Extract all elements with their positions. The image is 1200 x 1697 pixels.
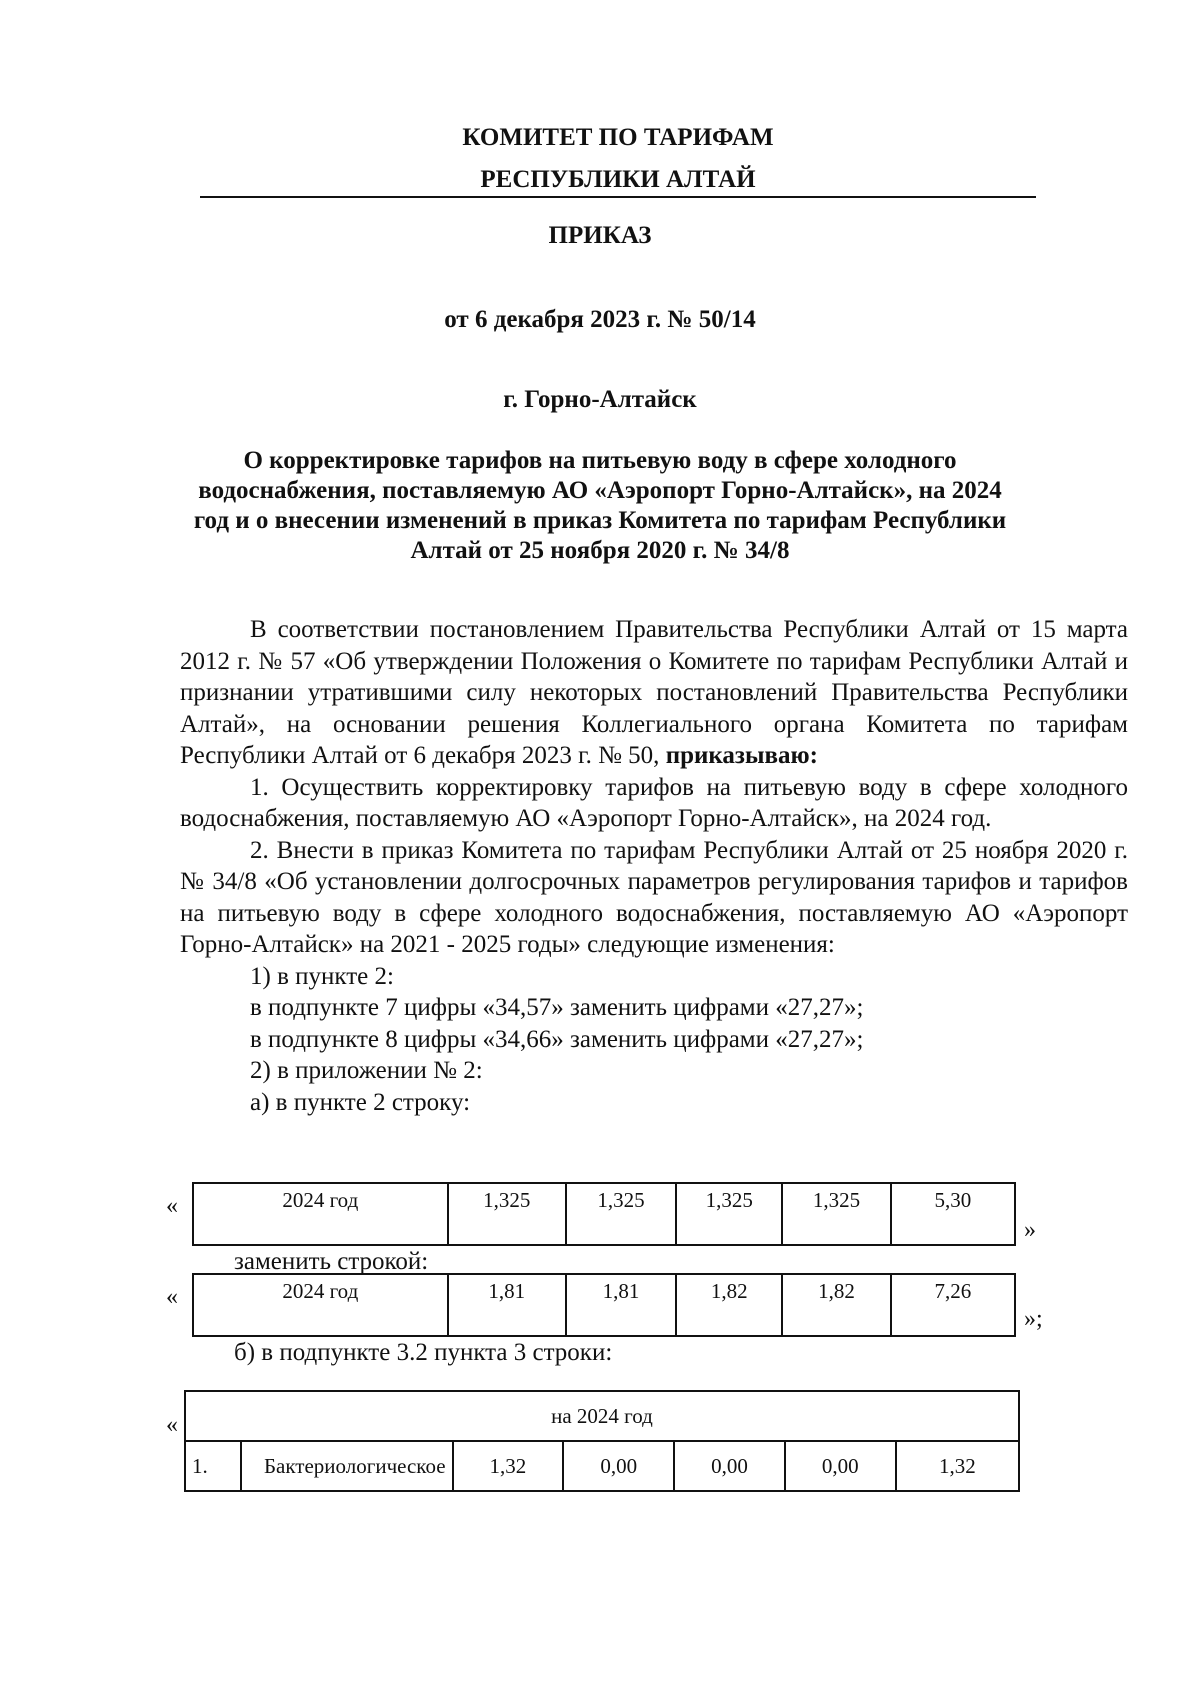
org-name-line1: КОМИТЕТ ПО ТАРИФАМ — [462, 124, 774, 151]
sub-item-1a: в подпункте 7 цифры «34,57» заменить цифрами «27,27»; — [250, 994, 864, 1021]
doc-type: ПРИКАЗ — [548, 222, 652, 249]
doc-date-number: от 6 декабря 2023 г. № 50/14 — [444, 306, 756, 333]
value-cell: 0,00 — [785, 1441, 896, 1491]
doc-title-line2: водоснабжения, поставляемую АО «Аэропорт Горно-Алтайск», на 2024 — [198, 477, 1002, 504]
intro-order-word: приказываю: — [665, 742, 818, 769]
value-cell: 1,32 — [896, 1441, 1019, 1491]
body-text — [180, 614, 1128, 1118]
sub-item-2b: б) в подпункте 3.2 пункта 3 строки: — [234, 1339, 613, 1366]
new-row-table — [192, 1273, 1016, 1337]
value-cell: 1,82 — [676, 1274, 782, 1336]
table-header: на 2024 год — [185, 1391, 1019, 1441]
sub-item-2: 2) в приложении № 2: — [250, 1057, 483, 1084]
close-quote-old: » — [1024, 1217, 1036, 1243]
table-3-2 — [184, 1390, 1020, 1492]
value-cell: 1,325 — [782, 1183, 890, 1245]
doc-title-line3: год и о внесении изменений в приказ Комитета по тарифам Республики — [193, 507, 1007, 534]
row-label: Бактериологическое — [241, 1441, 452, 1491]
doc-title-line1: О корректировке тарифов на питьевую воду в сфере холодного — [243, 447, 957, 474]
header-divider — [200, 196, 1036, 198]
value-cell: 0,00 — [674, 1441, 785, 1491]
intro-paragraph — [180, 614, 1128, 772]
open-quote-old: « — [166, 1193, 178, 1219]
row-number: 1. — [185, 1441, 241, 1491]
doc-title — [150, 446, 1050, 566]
row-label: 2024 год — [193, 1274, 448, 1336]
value-cell: 1,325 — [448, 1183, 566, 1245]
value-cell: 5,30 — [891, 1183, 1015, 1245]
close-quote-new: »; — [1024, 1306, 1043, 1332]
value-cell: 1,325 — [676, 1183, 782, 1245]
open-quote-new: « — [166, 1284, 178, 1310]
value-cell: 1,32 — [453, 1441, 564, 1491]
old-row-table — [192, 1182, 1016, 1246]
value-cell: 0,00 — [563, 1441, 674, 1491]
value-cell: 7,26 — [891, 1274, 1015, 1336]
value-cell: 1,325 — [566, 1183, 676, 1245]
doc-city: г. Горно-Алтайск — [503, 386, 697, 413]
value-cell: 1,81 — [448, 1274, 566, 1336]
table-row — [185, 1441, 1019, 1491]
replace-with-text: заменить строкой: — [234, 1248, 429, 1275]
doc-title-line4: Алтай от 25 ноября 2020 г. № 34/8 — [410, 537, 790, 564]
sub-item-1b: в подпункте 8 цифры «34,66» заменить цифрами «27,27»; — [250, 1025, 864, 1053]
open-quote-32: « — [166, 1412, 178, 1438]
sub-item-1: 1) в пункте 2: — [250, 962, 394, 990]
value-cell: 1,81 — [566, 1274, 676, 1336]
item-1: 1. Осуществить корректировку тарифов на питьевую воду в сфере холодного водоснабжения, поставляемую АО «Аэропорт Горно-Алтайск», на 2024 год. — [180, 773, 1128, 832]
org-name-line2: РЕСПУБЛИКИ АЛТАЙ — [480, 166, 756, 193]
sub-item-2a: а) в пункте 2 строку: — [250, 1088, 471, 1116]
row-label: 2024 год — [193, 1183, 448, 1245]
value-cell: 1,82 — [782, 1274, 890, 1336]
table-row — [193, 1274, 1015, 1336]
intro-text: В соответствии постановлением Правительства Республики Алтай от 15 марта 2012 г. № 57 «Об утверждении Положения о Комитете по тарифам Республики Алтай и признании утратившими силу некоторых постановлений Правительства Республики Алтай», на основании решения Коллегиального органа Комитета по тарифам Республики Алтай от 6 декабря 2023 г. № 50, — [180, 616, 1128, 769]
table-row — [193, 1183, 1015, 1245]
item-2: 2. Внести в приказ Комитета по тарифам Республики Алтай от 25 ноября 2020 г. № 34/8 «Об установлении долгосрочных параметров регулирования тарифов и тарифов на питьевую воду в сфере холодного водоснабжения, поставляемую АО «Аэропорт Горно-Алтайск» на 2021 - 2025 годы» следующие изменения: — [180, 836, 1128, 958]
table-header-row — [185, 1391, 1019, 1441]
